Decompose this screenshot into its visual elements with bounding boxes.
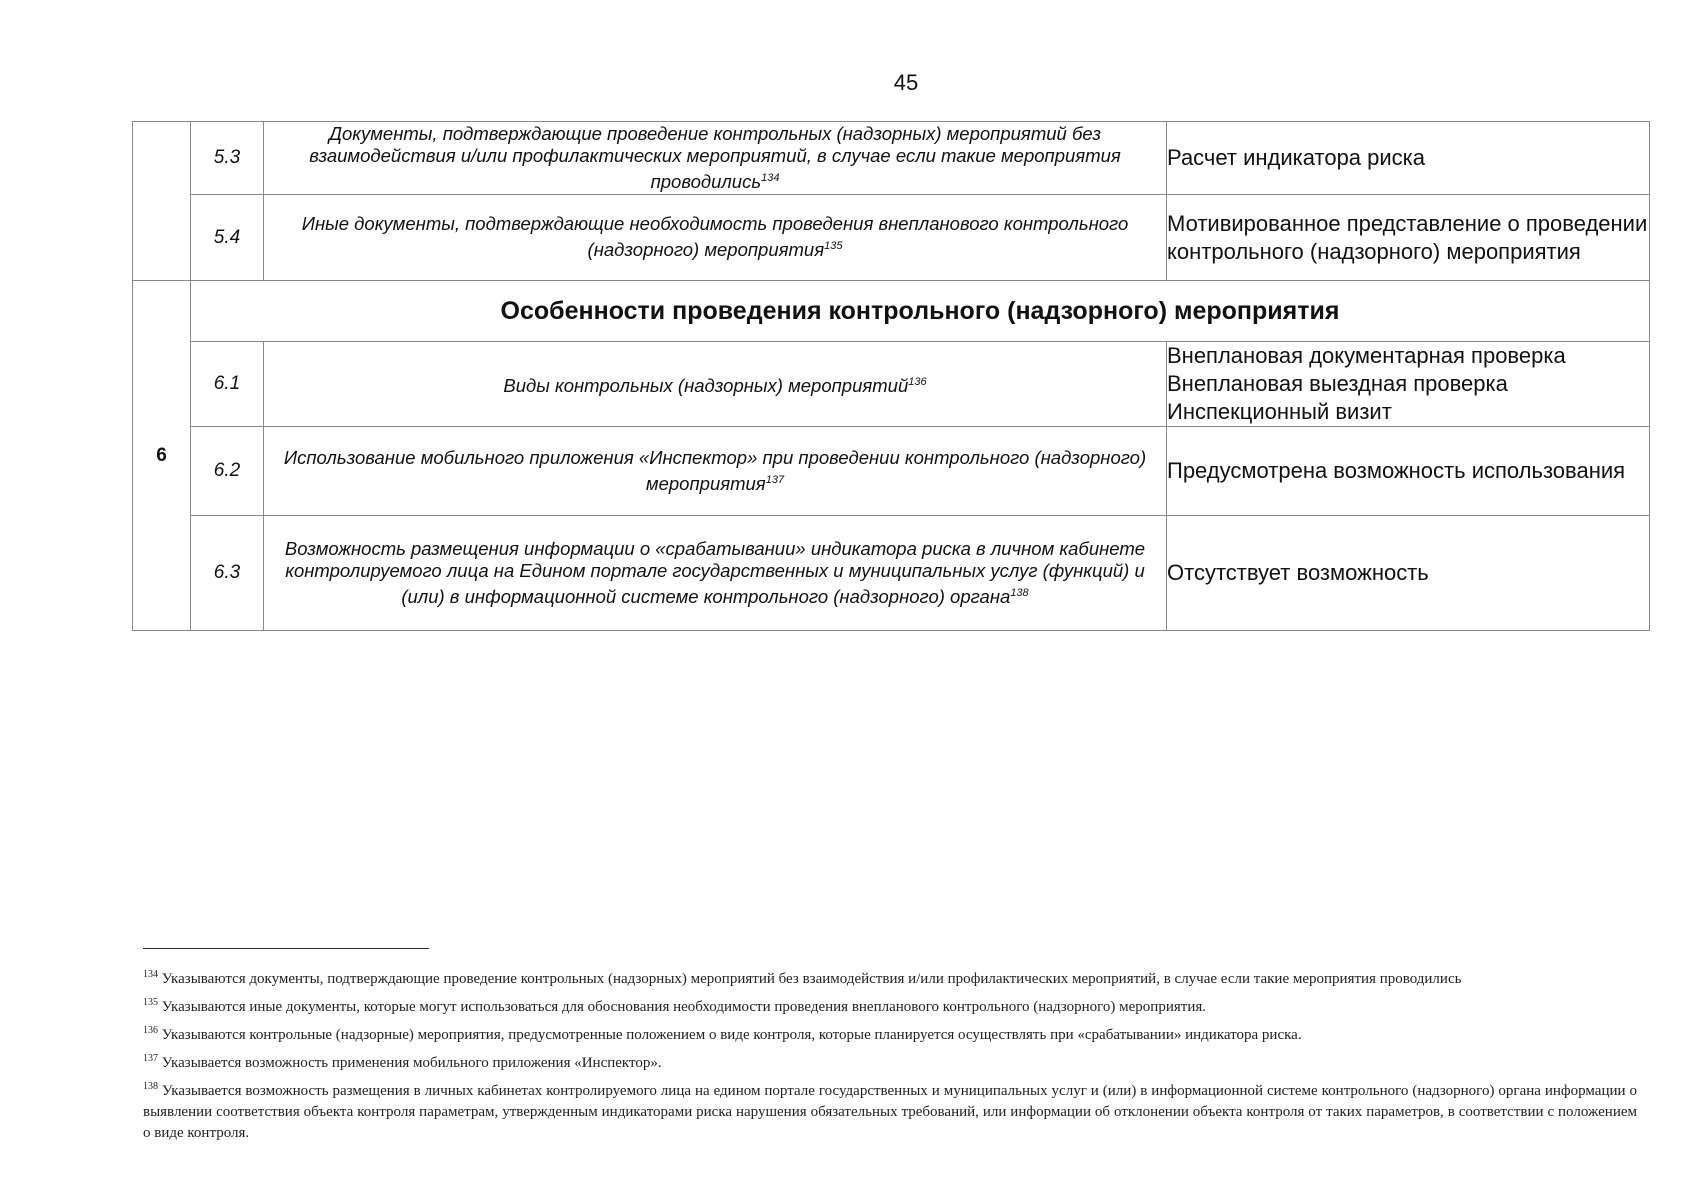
table-row <box>133 516 1650 631</box>
requirements-table <box>132 121 1650 631</box>
footnote: $^{135}$ Указываются иные документы, которые могут использоваться для обоснования необходимости проведения внепланового контрольного (надзорного) мероприятия. <box>143 997 1206 1015</box>
table-row <box>133 122 1650 195</box>
row-number: 6.1 <box>191 342 264 427</box>
section-title: Особенности проведения контрольного (надзорного) мероприятия <box>191 281 1650 342</box>
footnote: $^{137}$ Указывается возможность применения мобильного приложения «Инспектор». <box>143 1053 662 1071</box>
row-value: Отсутствует возможность <box>1167 516 1650 631</box>
footnote-ref: 135 <box>824 240 843 253</box>
row-description: Иные документы, подтверждающие необходимость проведения внепланового контрольного (надзорного) мероприятия$^{135}$ <box>264 195 1167 281</box>
footnote-ref: 136 <box>908 375 927 388</box>
footnote: $^{136}$ Указываются контрольные (надзорные) мероприятия, предусмотренные положением о виде контроля, которые планируется осуществлять при «срабатывании» индикатора риска. <box>143 1025 1302 1043</box>
footnote-separator <box>143 948 429 949</box>
footnote-ref: 137 <box>765 473 785 486</box>
row-number: 5.3 <box>191 122 264 195</box>
row-value: Внеплановая документарная проверка Внеплановая выездная проверка Инспекционный визит <box>1167 342 1650 427</box>
footnote: $^{134}$ Указываются документы, подтверждающие проведение контрольных (надзорных) мероприятий без взаимодействия и/или профилактических мероприятий, в случае если такие мероприятия проводились <box>143 969 1462 987</box>
row-value: Расчет индикатора риска <box>1167 122 1650 195</box>
table-row <box>133 427 1650 516</box>
row-number: 6.3 <box>191 516 264 631</box>
row-number: 5.4 <box>191 195 264 281</box>
footnotes <box>143 964 1637 1146</box>
table-row <box>133 195 1650 281</box>
row-description: Возможность размещения информации о «срабатывании» индикатора риска в личном кабинете контролируемого лица на Едином портале государственных и муниципальных услуг (функций) и (или) в информационной системе контрольного (надзорного) органа$^{138}$ <box>264 516 1167 631</box>
footnote-ref: 138 <box>1010 586 1029 599</box>
group-number: 6 <box>133 281 191 631</box>
section-header-row <box>133 281 1650 342</box>
row-description: Документы, подтверждающие проведение контрольных (надзорных) мероприятий без взаимодействия и/или профилактических мероприятий, в случае если такие мероприятия проводились$^{134}$ <box>264 122 1167 195</box>
row-description: Использование мобильного приложения «Инспектор» при проведении контрольного (надзорного) мероприятия$^{137}$ <box>264 427 1167 516</box>
table-row <box>133 342 1650 427</box>
row-value: Предусмотрена возможность использования <box>1167 427 1650 516</box>
row-description: Виды контрольных (надзорных) мероприятий$^{136}$ <box>264 342 1167 427</box>
page-number: 45 <box>893 70 919 95</box>
group-cell-empty <box>133 122 191 281</box>
footnote: $^{138}$ Указывается возможность размещения в личных кабинетах контролируемого лица на едином портале государственных и муниципальных услуг и (или) в информационной системе контрольного (надзорного) органа информации о выявлении соответствия объекта контроля параметрам, утвержденным индикаторами риска нарушения обязательных требований, или информации об отклонении объекта контроля от таких параметров, в соответствии с положением о виде контроля. <box>143 1081 1637 1141</box>
row-number: 6.2 <box>191 427 264 516</box>
row-value: Мотивированное представление о проведении контрольного (надзорного) мероприятия <box>1167 195 1650 281</box>
footnote-ref: 134 <box>761 171 780 184</box>
